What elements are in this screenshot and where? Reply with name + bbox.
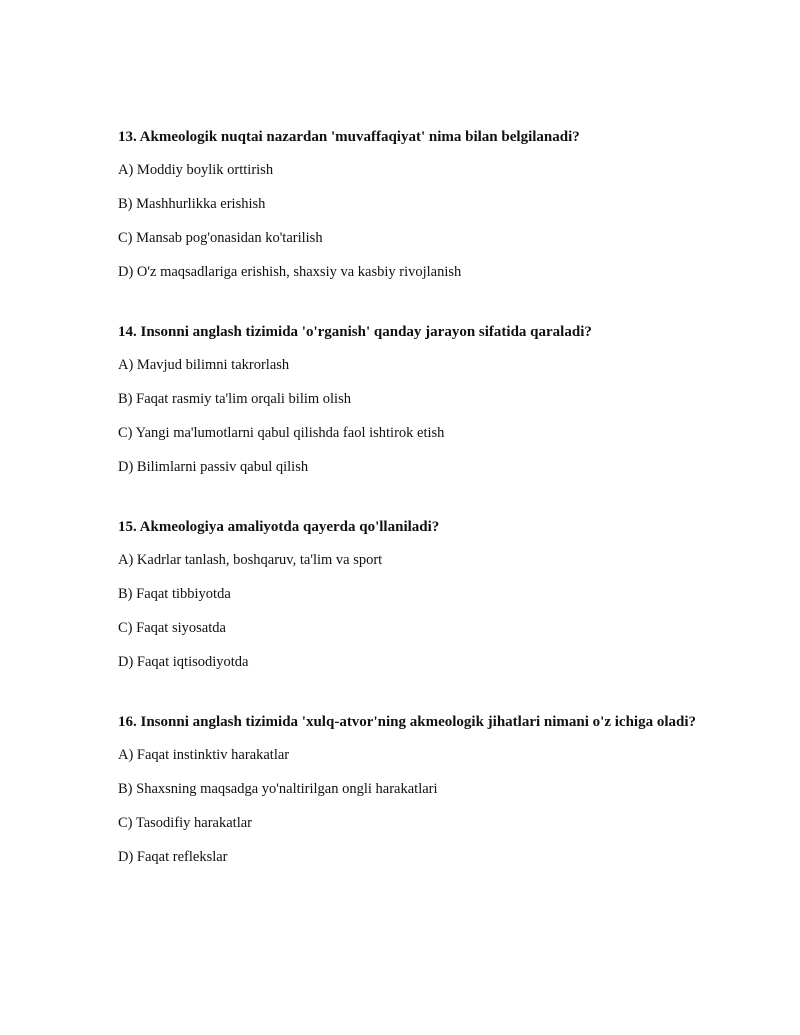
question-title: 14. Insonni anglash tizimida 'o'rganish' qanday jarayon sifatida qaraladi?: [118, 324, 592, 340]
option-b: B) Faqat rasmiy ta'lim orqali bilim olish: [118, 391, 351, 407]
question-13: [118, 126, 698, 282]
option-b: B) Shaxsning maqsadga yo'naltirilgan ongli harakatlari: [118, 781, 438, 797]
question-title: 16. Insonni anglash tizimida 'xulq-atvor'ning akmeologik jihatlari nimani o'z ichiga oladi?: [118, 714, 697, 730]
option-d: D) Bilimlarni passiv qabul qilish: [118, 459, 309, 475]
question-14: [118, 321, 698, 477]
document-page: [118, 126, 698, 906]
option-a: A) Kadrlar tanlash, boshqaruv, ta'lim va sport: [118, 552, 383, 568]
option-a: A) Moddiy boylik orttirish: [118, 162, 274, 178]
question-title: 13. Akmeologik nuqtai nazardan 'muvaffaqiyat' nima bilan belgilanadi?: [118, 129, 580, 145]
question-15: [118, 516, 698, 672]
option-c: C) Tasodifiy harakatlar: [118, 815, 253, 831]
option-c: C) Faqat siyosatda: [118, 620, 226, 636]
option-b: B) Faqat tibbiyotda: [118, 586, 231, 602]
option-d: D) O'z maqsadlariga erishish, shaxsiy va kasbiy rivojlanish: [118, 264, 462, 280]
option-c: C) Yangi ma'lumotlarni qabul qilishda faol ishtirok etish: [118, 425, 445, 441]
option-a: A) Faqat instinktiv harakatlar: [118, 747, 290, 763]
option-c: C) Mansab pog'onasidan ko'tarilish: [118, 230, 323, 246]
option-d: D) Faqat iqtisodiyotda: [118, 654, 249, 670]
option-b: B) Mashhurlikka erishish: [118, 196, 266, 212]
question-title: 15. Akmeologiya amaliyotda qayerda qo'llaniladi?: [118, 519, 440, 535]
option-d: D) Faqat reflekslar: [118, 849, 228, 865]
option-a: A) Mavjud bilimni takrorlash: [118, 357, 290, 373]
question-16: [118, 711, 698, 867]
